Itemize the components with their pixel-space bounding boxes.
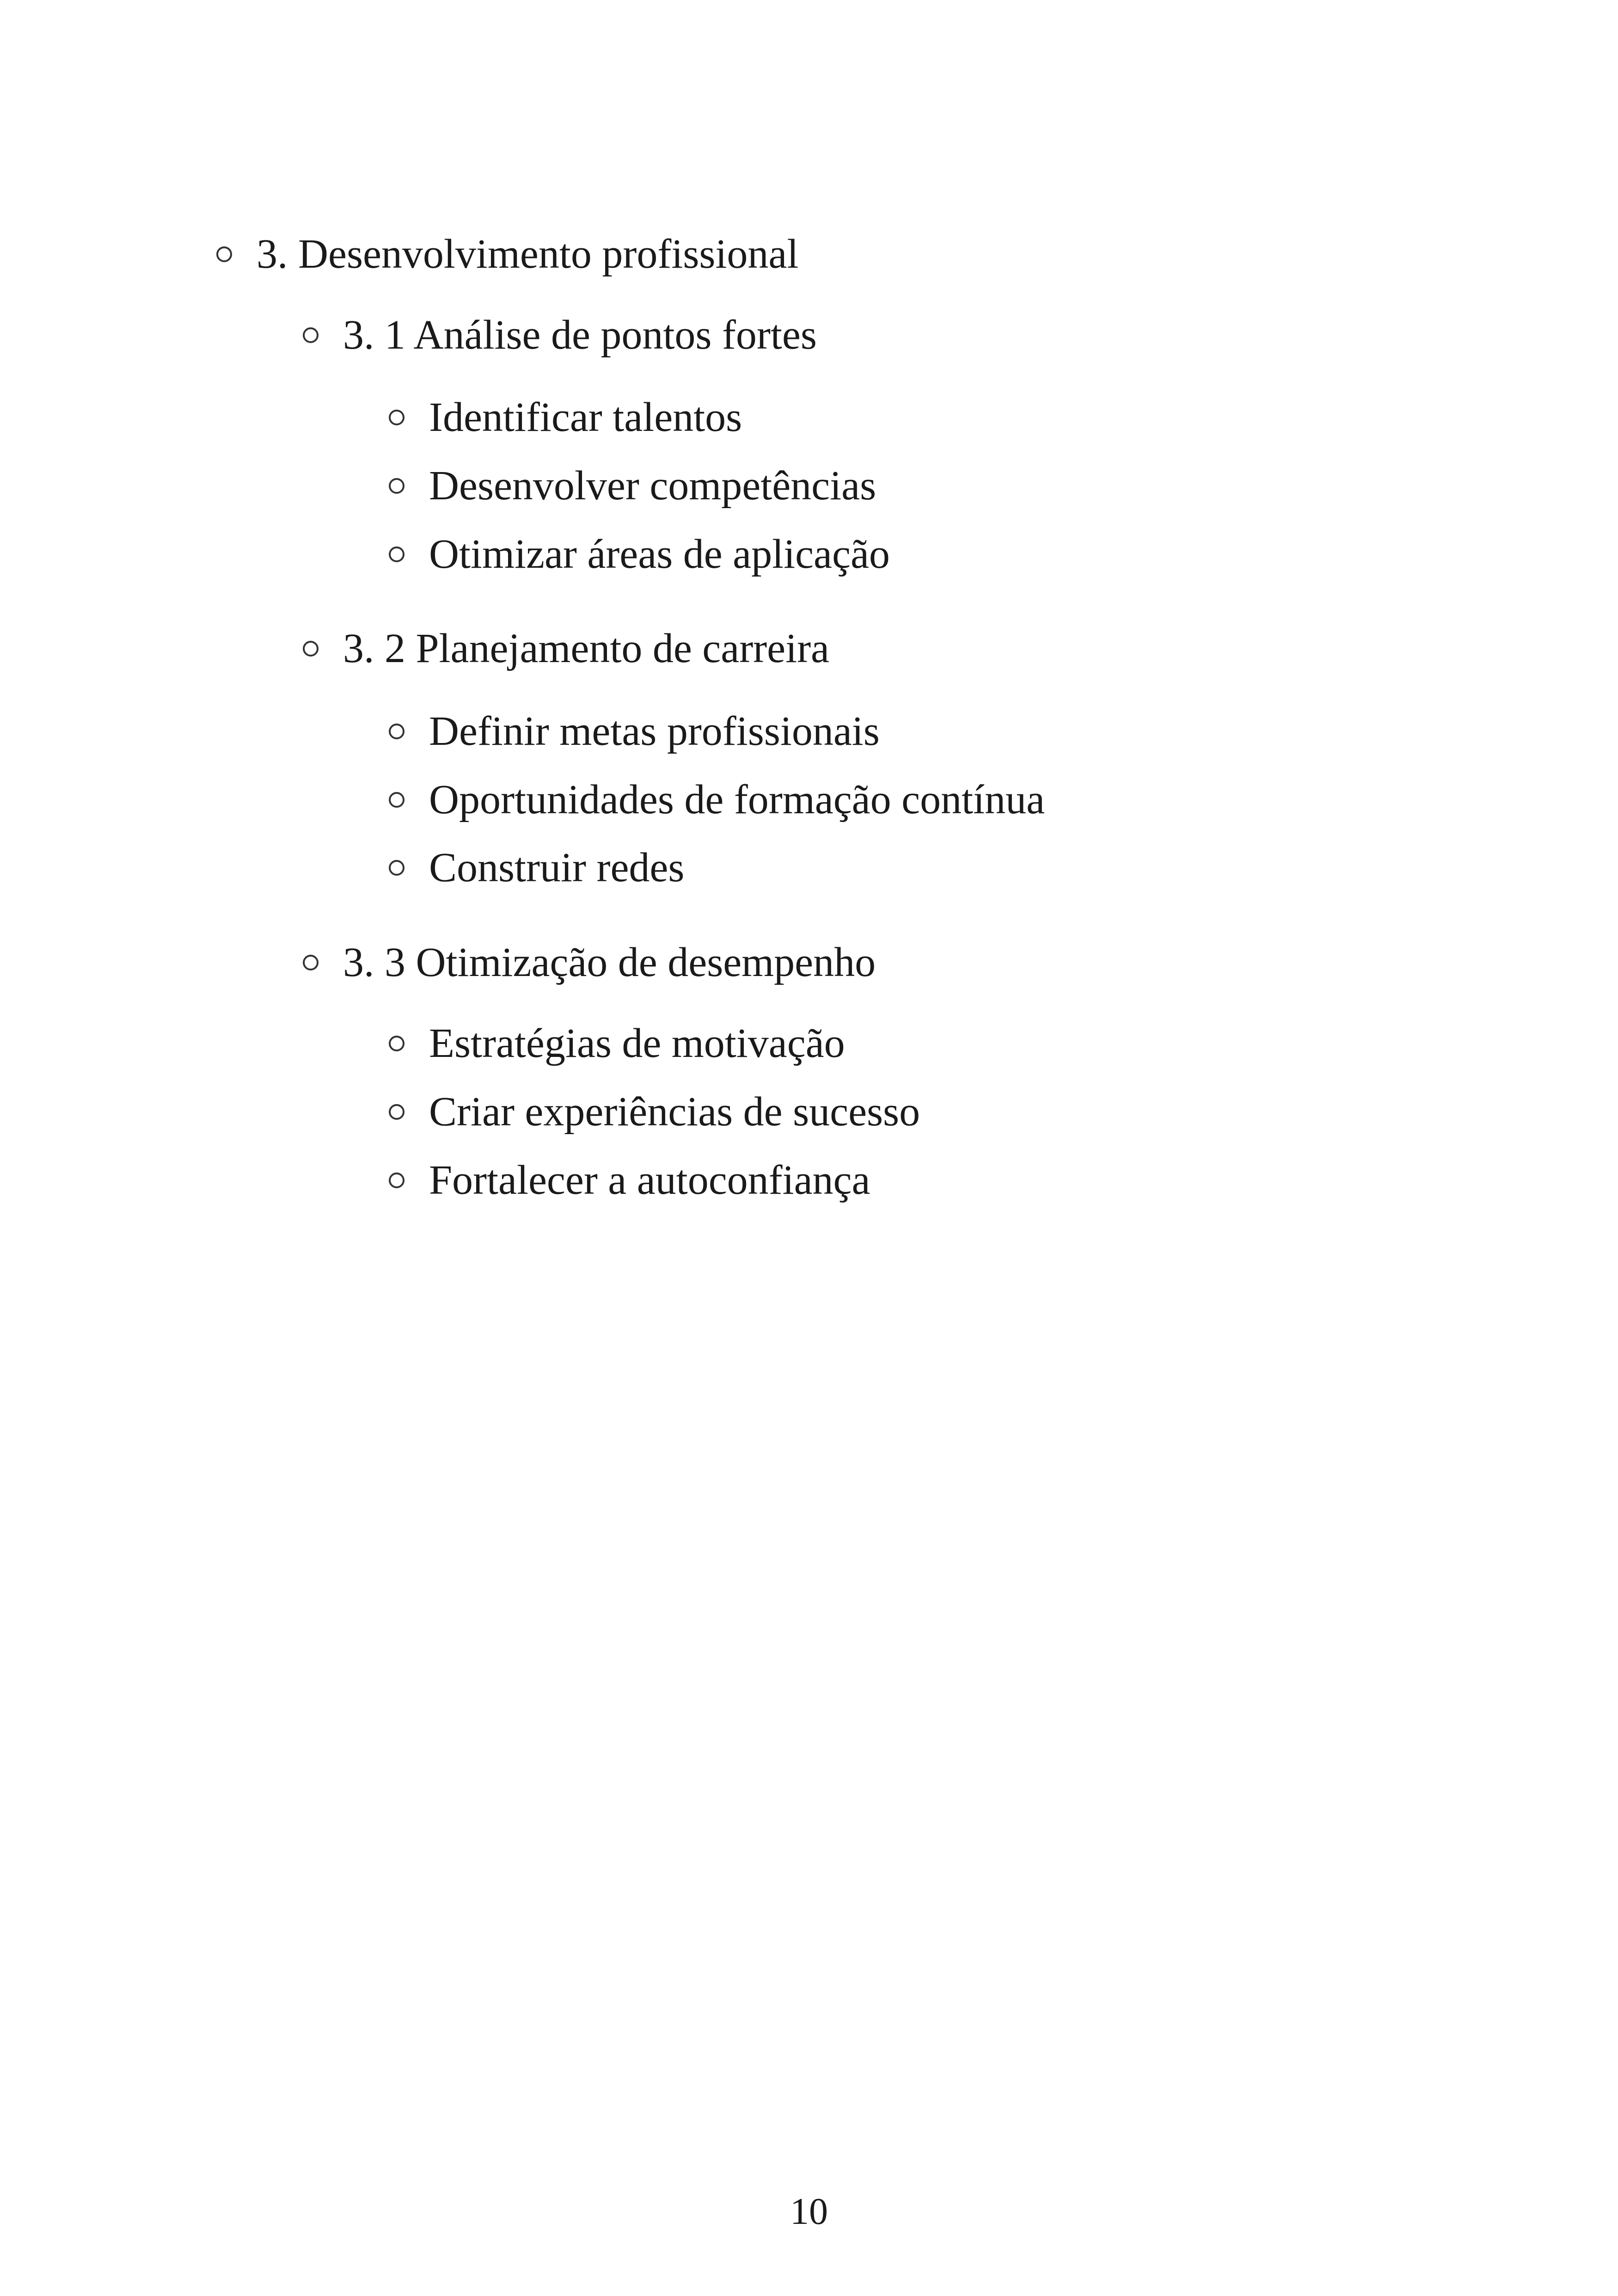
subsection-label: 3. 2 Planejamento de carreira [343, 626, 830, 671]
circle-bullet-icon [303, 641, 319, 657]
list-item-text: Oportunidades de formação contínua [429, 777, 1045, 823]
circle-bullet-icon [216, 246, 232, 262]
list-item-text: Criar experiências de sucesso [429, 1089, 920, 1135]
list-item-text: Construir redes [429, 845, 685, 890]
list-item-text: Definir metas profissionais [429, 708, 880, 754]
circle-bullet-icon [389, 724, 404, 739]
list-item-text: Fortalecer a autoconfiança [429, 1157, 870, 1203]
circle-bullet-icon [389, 546, 404, 562]
circle-bullet-icon [389, 860, 404, 876]
circle-bullet-icon [303, 327, 319, 343]
list-item-text: Identificar talentos [429, 394, 742, 440]
subsection-label: 3. 3 Otimização de desempenho [343, 939, 876, 985]
list-item [389, 1157, 870, 1203]
circle-bullet-icon [303, 955, 319, 970]
subsection-heading [303, 939, 876, 985]
list-item [389, 1020, 845, 1066]
page-number: 10 [790, 2190, 828, 2232]
circle-bullet-icon [389, 1104, 404, 1120]
circle-bullet-icon [389, 792, 404, 808]
section-heading [216, 233, 798, 275]
subsection-label: 3. 1 Análise de pontos fortes [343, 312, 817, 358]
list-item [389, 1091, 920, 1133]
list-item-text: Otimizar áreas de aplicação [429, 531, 890, 577]
list-item-text: Desenvolver competências [429, 463, 876, 509]
list-item [389, 847, 684, 889]
subsection-heading [303, 314, 817, 356]
list-item [389, 779, 1045, 821]
list-item [389, 531, 890, 577]
circle-bullet-icon [389, 1173, 404, 1188]
circle-bullet-icon [389, 478, 404, 494]
section-label: 3. Desenvolvimento profissional [257, 231, 799, 277]
list-item-text: Estratégias de motivação [429, 1020, 845, 1066]
circle-bullet-icon [389, 410, 404, 425]
subsection-heading [303, 628, 829, 669]
list-item [389, 708, 880, 754]
list-item [389, 465, 876, 507]
circle-bullet-icon [389, 1036, 404, 1051]
list-item [389, 394, 742, 440]
